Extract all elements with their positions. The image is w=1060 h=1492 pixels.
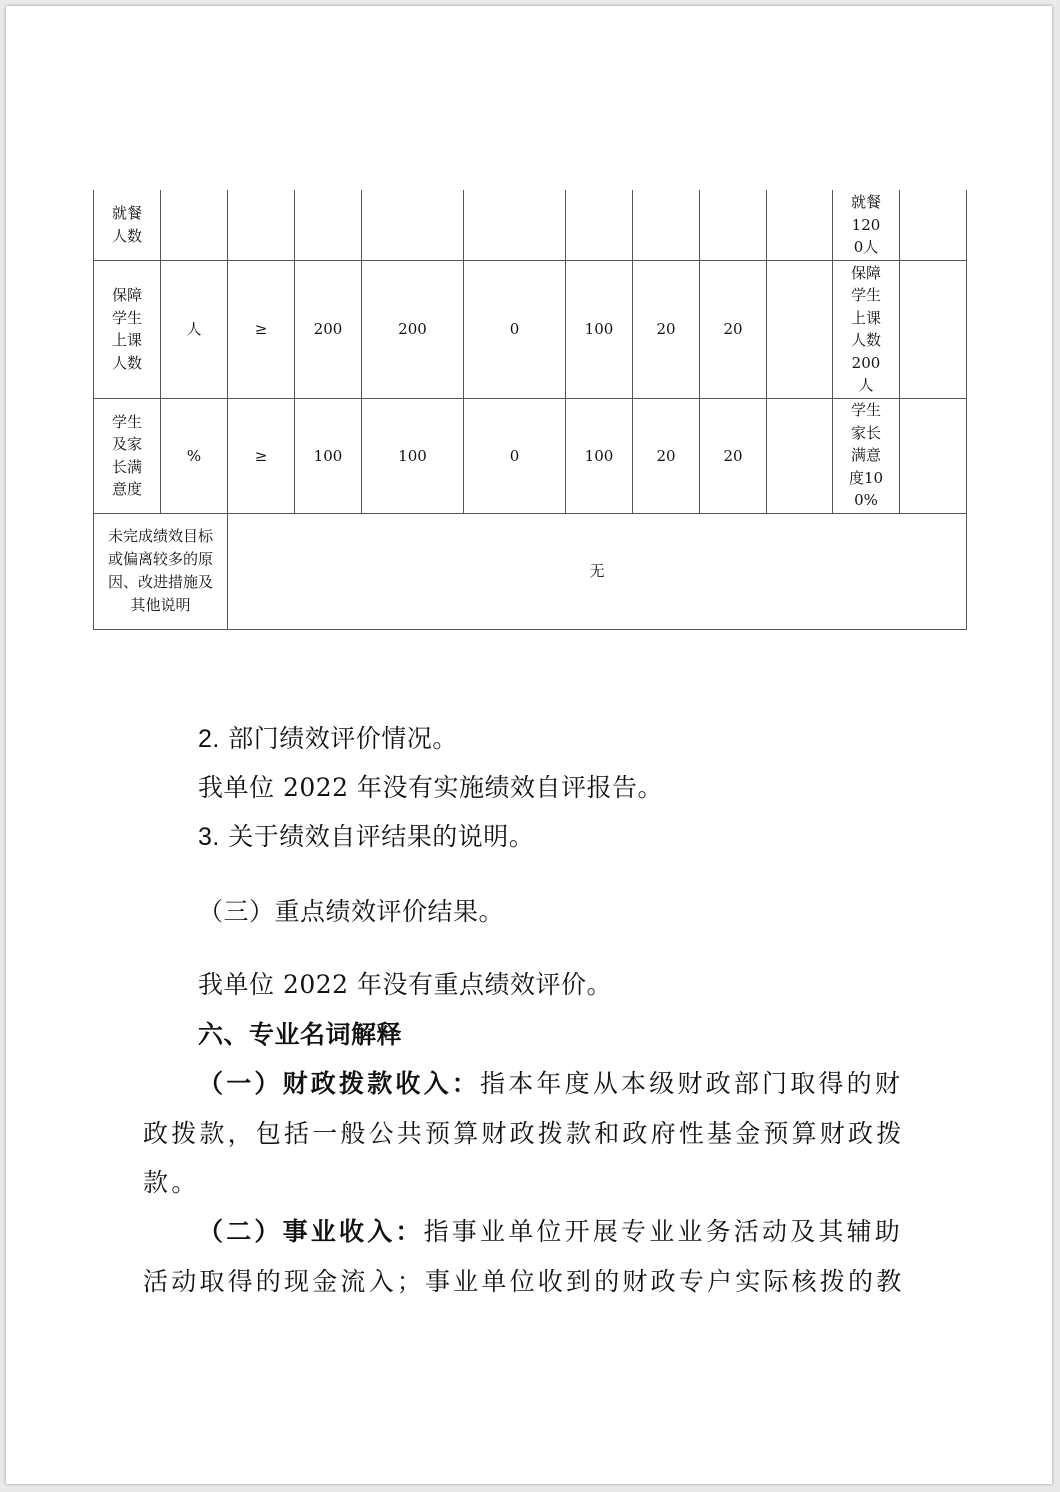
operator-cell: ≥: [228, 260, 295, 398]
reason-cell: [767, 398, 833, 513]
deviation-cell: 0: [464, 398, 566, 513]
definition-1-line-3: 款。: [143, 1168, 200, 1197]
table-row: [94, 513, 967, 629]
description-cell: 就餐1200人: [833, 190, 900, 260]
unit-cell: [161, 190, 228, 260]
table-row: [94, 260, 967, 398]
note-label-cell: 未完成绩效目标或偏离较多的原因、改进措施及其他说明: [94, 513, 228, 629]
section-3-body: 我单位 2022 年没有重点绩效评价。: [198, 970, 613, 999]
definition-1-line-1: （一）财政拨款收入：指本年度从本级财政部门取得的财: [198, 1069, 904, 1098]
description-cell: 学生家长满意度100%: [833, 398, 900, 513]
item-3-heading: 3. 关于绩效自评结果的说明。: [198, 822, 535, 851]
table-row: [94, 190, 967, 260]
definition-2-line-2: 活动取得的现金流入；事业单位收到的财政专户实际核拨的教: [143, 1267, 905, 1296]
actual-cell: 200: [362, 260, 464, 398]
score-cell: [700, 190, 767, 260]
definition-2-line-1: （二）事业收入：指事业单位开展专业业务活动及其辅助: [198, 1217, 904, 1246]
deviation-cell: 0: [464, 260, 566, 398]
score-cell: 20: [700, 398, 767, 513]
weight-cell: [566, 190, 633, 260]
target-cell: 100: [295, 398, 362, 513]
section-3-heading: （三）重点绩效评价结果。: [198, 897, 505, 926]
item-2-body: 我单位 2022 年没有实施绩效自评报告。: [198, 773, 664, 802]
section-6-heading: 六、专业名词解释: [198, 1020, 403, 1049]
actual-cell: [362, 190, 464, 260]
operator-cell: [228, 190, 295, 260]
performance-indicator-table: [93, 190, 967, 630]
extra-cell: [900, 398, 967, 513]
description-cell: 保障学生上课人数200人: [833, 260, 900, 398]
indicator-cell: 就餐人数: [94, 190, 161, 260]
weight-cell: 100: [566, 260, 633, 398]
weight-cell: 100: [566, 398, 633, 513]
points-cell: [633, 190, 700, 260]
deviation-cell: [464, 190, 566, 260]
points-cell: 20: [633, 260, 700, 398]
item-2-heading: 2. 部门绩效评价情况。: [198, 724, 458, 753]
operator-cell: ≥: [228, 398, 295, 513]
note-value-cell: 无: [228, 513, 967, 629]
points-cell: 20: [633, 398, 700, 513]
extra-cell: [900, 190, 967, 260]
indicator-cell: 学生及家长满意度: [94, 398, 161, 513]
definition-1-line-2: 政拨款，包括一般公共预算财政拨款和政府性基金预算财政拨: [143, 1119, 905, 1148]
reason-cell: [767, 190, 833, 260]
extra-cell: [900, 260, 967, 398]
actual-cell: 100: [362, 398, 464, 513]
indicator-cell: 保障学生上课人数: [94, 260, 161, 398]
unit-cell: 人: [161, 260, 228, 398]
unit-cell: %: [161, 398, 228, 513]
table-row: [94, 398, 967, 513]
target-cell: 200: [295, 260, 362, 398]
score-cell: 20: [700, 260, 767, 398]
reason-cell: [767, 260, 833, 398]
target-cell: [295, 190, 362, 260]
